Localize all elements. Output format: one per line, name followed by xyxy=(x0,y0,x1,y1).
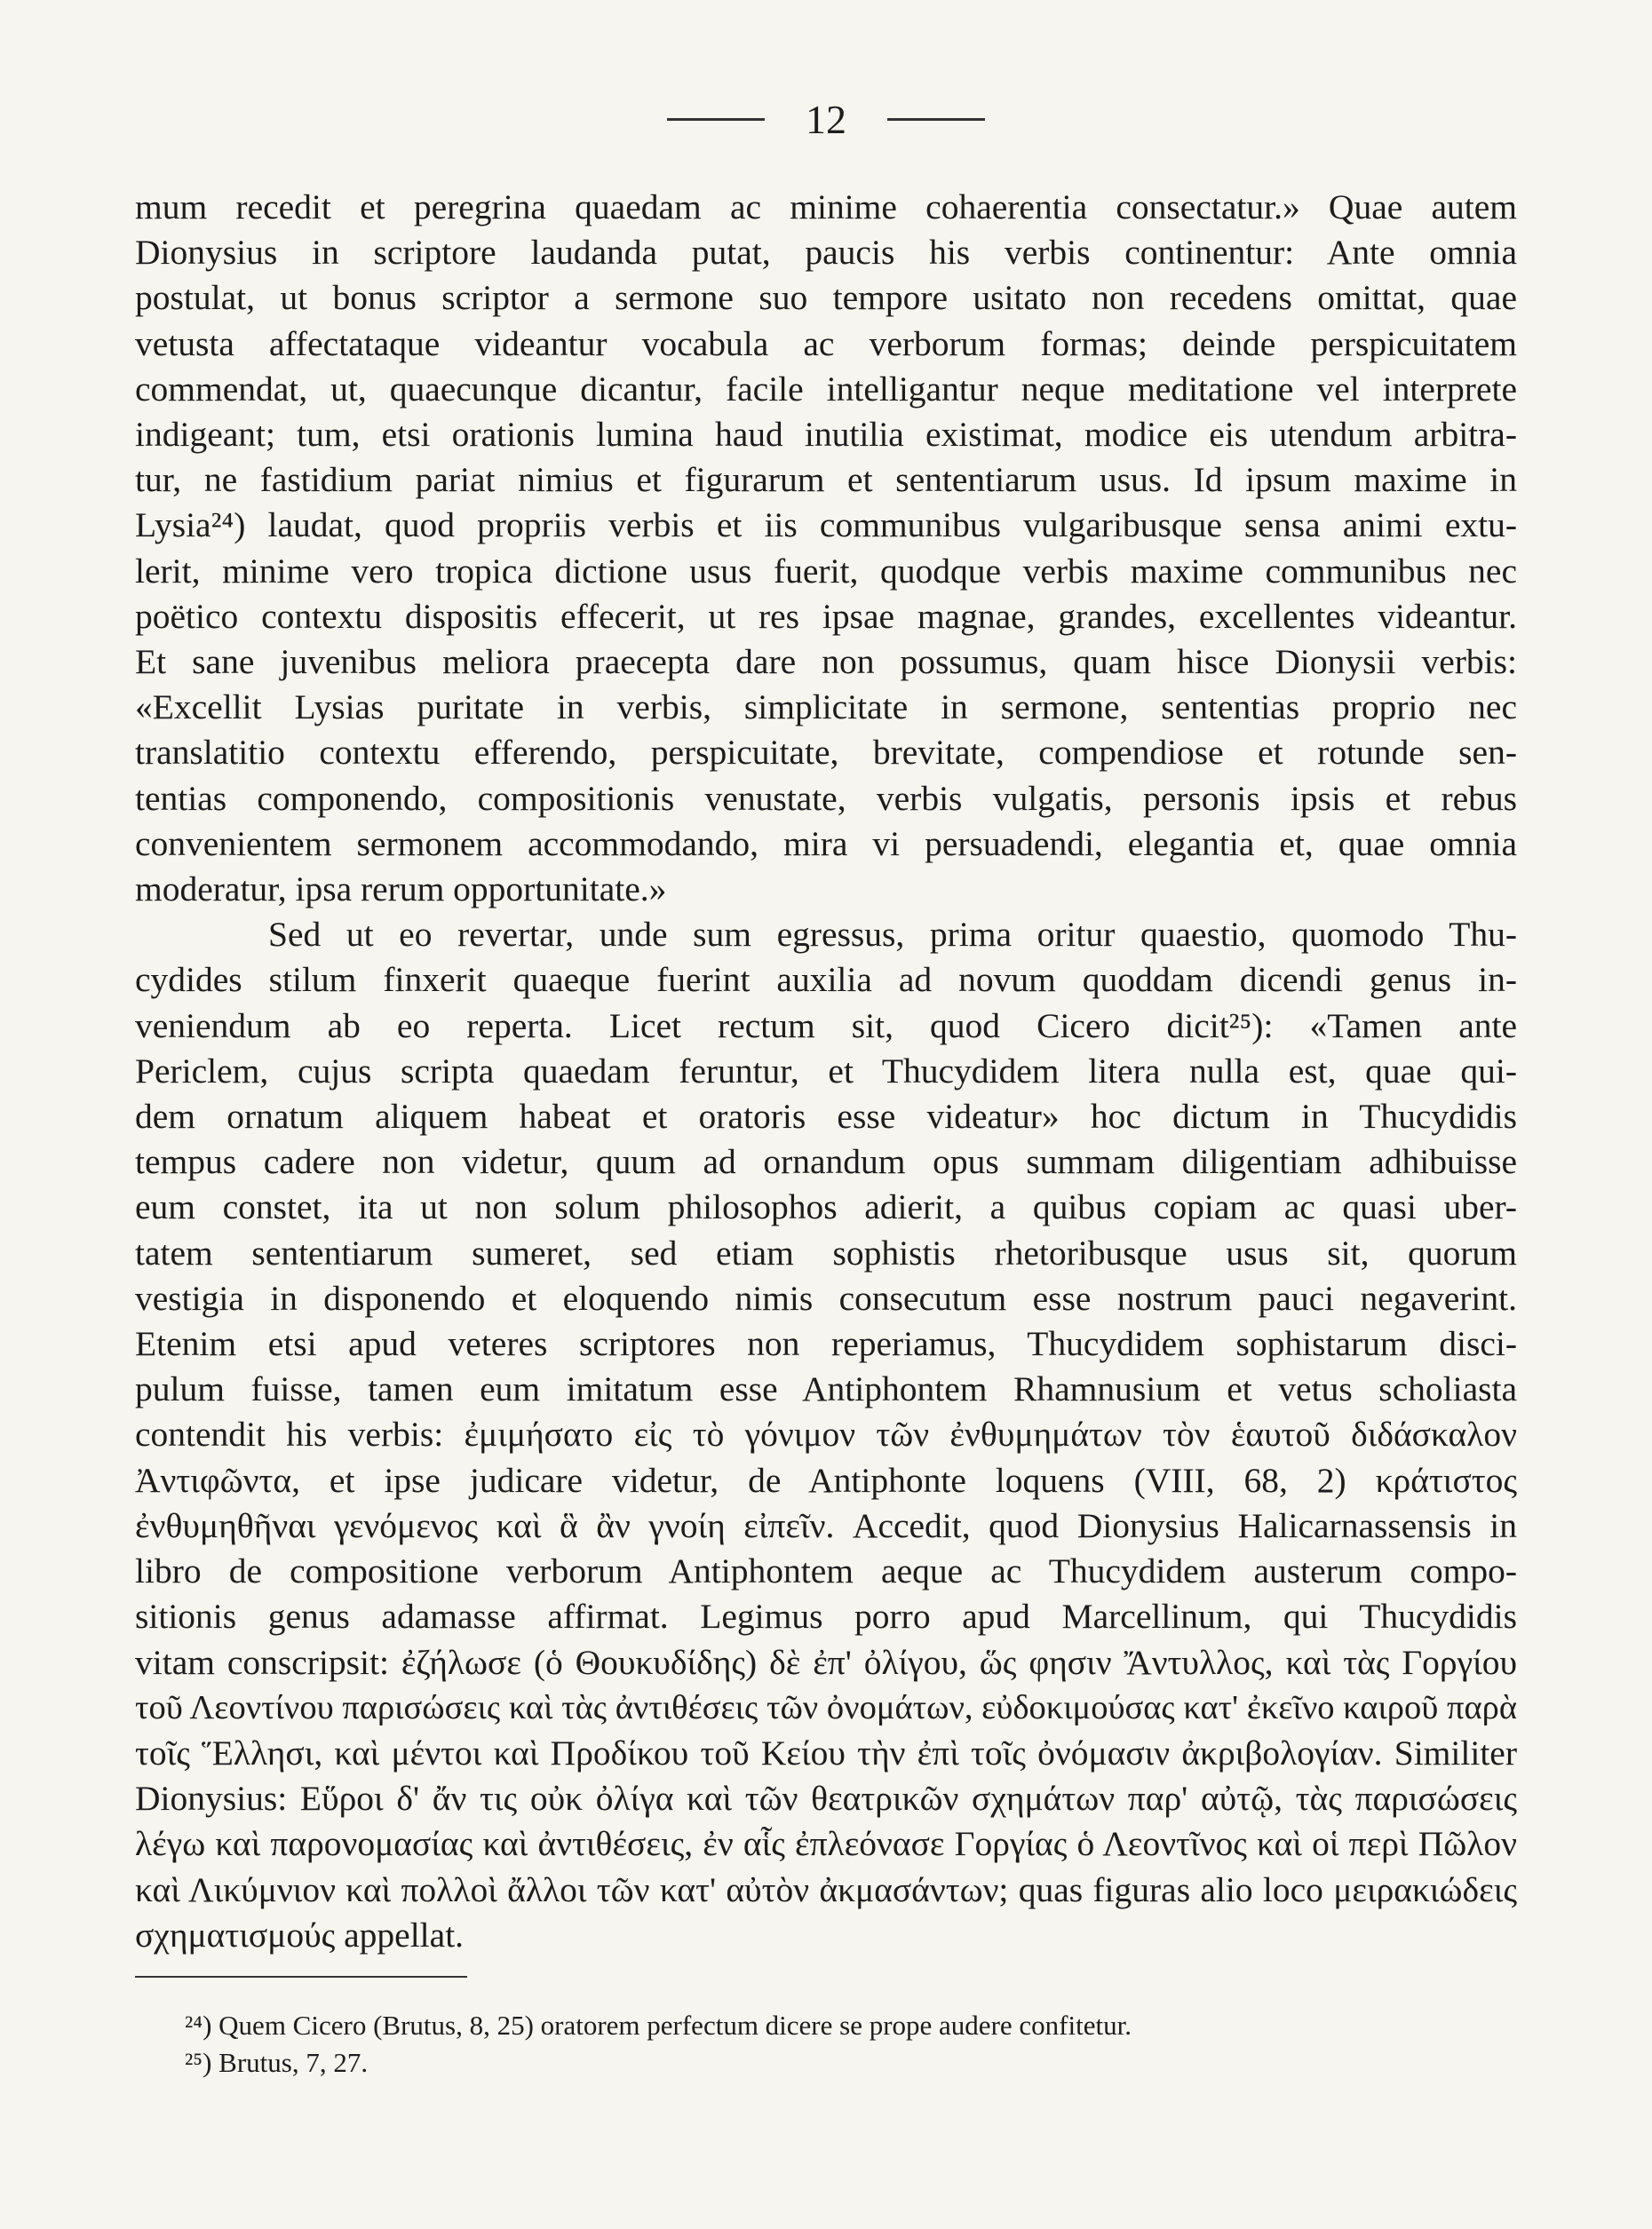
text-line: Sed ut eo revertar, unde sum egressus, prima oritur quaestio, quomodo Thu- xyxy=(268,915,1517,955)
text-line: convenientem sermonem accommodando, mira vi persuadendi, elegantia et, quae omnia xyxy=(135,823,1517,863)
text-line: dem ornatum aliquem habeat et oratoris esse videatur» hoc dictum in Thucydidis xyxy=(135,1097,1517,1137)
footnote-25: ²⁵) Brutus, 7, 27. xyxy=(185,2047,369,2078)
body-text xyxy=(135,185,1517,1958)
text-line: libro de compositione verborum Antiphontem aeque ac Thucydidem austerum compo- xyxy=(135,1551,1517,1591)
footnote-24: ²⁴) Quem Cicero (Brutus, 8, 25) oratorem perfectum dicere se prope audere confitetur. xyxy=(185,2010,1132,2041)
text-line: Dionysius: Εὕροι δ' ἄν τις οὐκ ὀλίγα καὶ τῶν θεατρικῶν σχημάτων παρ' αὐτῷ, τὰς παρισώσεις xyxy=(135,1779,1517,1819)
text-line: pulum fuisse, tamen eum imitatum esse Antiphontem Rhamnusium et vetus scholiasta xyxy=(135,1369,1517,1409)
text-line: cydides stilum finxerit quaeque fuerint auxilia ad novum quoddam dicendi genus in- xyxy=(135,960,1517,1000)
text-line: Periclem, cujus scripta quaedam feruntur, et Thucydidem litera nulla est, quae qui- xyxy=(135,1051,1517,1091)
text-line: καὶ Λικύμνιον καὶ πολλοὶ ἄλλοι τῶν κατ' αὐτὸν ἀκμασάντων; quas figuras alio loco μειρακιώδεις xyxy=(135,1869,1517,1909)
text-line: Dionysius in scriptore laudanda putat, paucis his verbis continentur: Ante omnia xyxy=(135,233,1517,273)
text-line: «Excellit Lysias puritate in verbis, simplicitate in sermone, sententias proprio nec xyxy=(135,687,1517,727)
page-number: 12 xyxy=(806,97,846,142)
text-line: tur, ne fastidium pariat nimius et figurarum et sententiarum usus. Id ipsum maxime in xyxy=(135,460,1517,500)
text-line: tempus cadere non videtur, quum ad ornandum opus summam diligentiam adhibuisse xyxy=(135,1142,1517,1182)
text-line: postulat, ut bonus scriptor a sermone suo tempore usitato non recedens omittat, quae xyxy=(135,278,1517,318)
text-line: vitam conscripsit: ἐζήλωσε (ὁ Θουκυδίδης) δὲ ἐπ' ὀλίγου, ὥς φησιν Ἄντυλλος, καὶ τὰς Γοργίου xyxy=(135,1642,1517,1682)
text-line: σχηματισμούς appellat. xyxy=(135,1915,465,1955)
text-line: translatitio contextu efferendo, perspicuitate, brevitate, compendiose et rotunde sen- xyxy=(135,733,1517,773)
text-line: τοῖς Ἕλλησι, καὶ μέντοι καὶ Προδίκου τοῦ Κείου τὴν ἐπὶ τοῖς ὀνόμασιν ἀκριβολογίαν. Similiter xyxy=(135,1733,1517,1773)
text-line: τοῦ Λεοντίνου παρισώσεις καὶ τὰς ἀντιθέσεις τῶν ὀνομάτων, εὐδοκιμούσας κατ' ἐκεῖνο καιροῦ παρὰ xyxy=(135,1688,1517,1726)
text-line: indigeant; tum, etsi orationis lumina haud inutilia existimat, modice eis utendum arbitra- xyxy=(135,415,1517,455)
text-line: tatem sententiarum sumeret, sed etiam sophistis rhetoribusque usus sit, quorum xyxy=(135,1233,1517,1273)
text-line: lerit, minime vero tropica dictione usus fuerit, quodque verbis maxime communibus nec xyxy=(135,551,1517,591)
footnotes xyxy=(185,2007,1428,2082)
footnote-rule xyxy=(135,1976,467,1978)
text-line: ἐνθυμηθῆναι γενόμενος καὶ ἃ ἂν γνοίη εἰπεῖν. Accedit, quod Dionysius Halicarnassensis in xyxy=(135,1505,1517,1545)
page-header xyxy=(0,96,1652,143)
text-line: Et sane juvenibus meliora praecepta dare non possumus, quam hisce Dionysii verbis: xyxy=(135,642,1517,682)
text-line: sitionis genus adamasse affirmat. Legimus porro apud Marcellinum, qui Thucydidis xyxy=(135,1597,1517,1637)
text-line: moderatur, ipsa rerum opportunitate.» xyxy=(135,869,667,909)
text-line: veniendum ab eo reperta. Licet rectum sit, quod Cicero dicit²⁵): «Tamen ante xyxy=(135,1005,1517,1045)
text-line: contendit his verbis: ἐμιμήσατο εἰς τὸ γόνιμον τῶν ἐνθυμημάτων τὸν ἑαυτοῦ διδάσκαλον xyxy=(135,1415,1517,1455)
text-line: Ἀντιφῶντα, et ipse judicare videtur, de Antiphonte loquens (VIII, 68, 2) κράτιστος xyxy=(135,1460,1517,1500)
header-rule-right xyxy=(887,118,985,121)
text-line: eum constet, ita ut non solum philosophos adierit, a quibus copiam ac quasi uber- xyxy=(135,1187,1517,1227)
text-line: mum recedit et peregrina quaedam ac minime cohaerentia consectatur.» Quae autem xyxy=(135,187,1517,226)
text-line: tentias componendo, compositionis venustate, verbis vulgatis, personis ipsis et rebus xyxy=(135,778,1517,818)
text-line: vetusta affectataque videantur vocabula ac verborum formas; deinde perspicuitatem xyxy=(135,323,1517,363)
text-line: poëtico contextu dispositis effecerit, ut res ipsae magnae, grandes, excellentes videantur. xyxy=(135,596,1517,636)
text-line: Lysia²⁴) laudat, quod propriis verbis et iis communibus vulgaribusque sensa animi extu- xyxy=(135,505,1517,545)
text-line: λέγω καὶ παρονομασίας καὶ ἀντιθέσεις, ἐν αἷς ἐπλεόνασε Γοργίας ὁ Λεοντῖνος καὶ οἱ περὶ Πῶλον xyxy=(135,1824,1517,1864)
header-rule-left xyxy=(667,118,765,121)
text-line: commendat, ut, quaecunque dicantur, facile intelligantur neque meditatione vel interprete xyxy=(135,369,1517,409)
text-line: vestigia in disponendo et eloquendo nimis consecutum esse nostrum pauci negaverint. xyxy=(135,1278,1517,1318)
text-line: Etenim etsi apud veteres scriptores non reperiamus, Thucydidem sophistarum disci- xyxy=(135,1324,1517,1364)
